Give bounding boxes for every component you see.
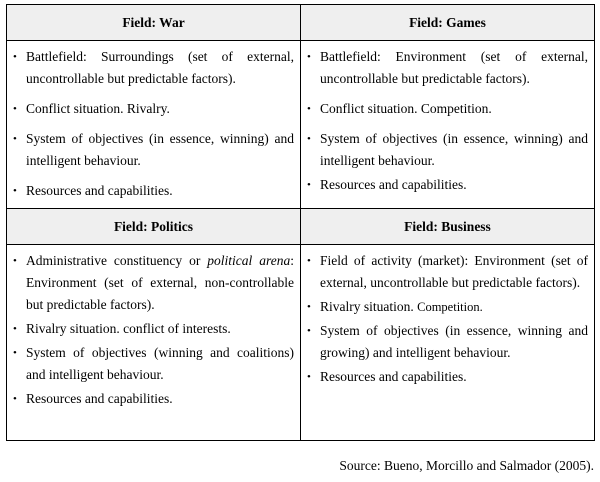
games-header: Field: Games [301, 5, 595, 41]
war-item-1: • Battlefield: Surroundings (set of external, uncontrollable but predictable factors). [13, 46, 294, 90]
business-item-4: • Resources and capabilities. [307, 366, 588, 388]
bullet-icon: • [307, 51, 311, 63]
source-citation: Source: Bueno, Morcillo and Salmador (2005). [339, 458, 594, 473]
politics-item-4: • Resources and capabilities. [13, 388, 294, 410]
games-panel [301, 41, 595, 209]
business-item-1: • Field of activity (market): Environment (set of external, uncontrollable but predictable factors). [307, 250, 588, 294]
political-arena-emphasis: political arena [207, 253, 291, 268]
war-header: Field: War [7, 5, 301, 41]
politics-item-2: • Rivalry situation. conflict of interests. [13, 318, 294, 340]
games-item-2: • Conflict situation. Competition. [307, 98, 588, 120]
war-item-4: • Resources and capabilities. [13, 180, 294, 202]
politics-item-1: • Administrative constituency or political arena: Environment (set of external, non-controllable but predictable factors). [13, 250, 294, 316]
bullet-icon: • [307, 133, 311, 145]
bullet-icon: • [307, 103, 311, 115]
bullet-icon: • [13, 323, 17, 335]
bullet-icon: • [307, 255, 311, 267]
games-item-3: • System of objectives (in essence, winning) and intelligent behaviour. [307, 128, 588, 172]
comparison-table [6, 4, 595, 441]
bullet-icon: • [13, 51, 17, 63]
business-item-2: • Rivalry situation. Competition. [307, 296, 588, 318]
header-row-top [7, 5, 595, 41]
bullet-icon: • [307, 325, 311, 337]
business-header: Field: Business [301, 209, 595, 245]
bullet-icon: • [13, 103, 17, 115]
bullet-icon: • [307, 179, 311, 191]
bullet-icon: • [13, 347, 17, 359]
games-item-1: • Battlefield: Environment (set of external, uncontrollable but predictable factors). [307, 46, 588, 90]
games-item-4: • Resources and capabilities. [307, 174, 588, 196]
war-panel [7, 41, 301, 209]
header-row-bottom [7, 209, 595, 245]
business-item-3: • System of objectives (in essence, winning and growing) and intelligent behaviour. [307, 320, 588, 364]
bullet-icon: • [13, 185, 17, 197]
war-item-2: • Conflict situation. Rivalry. [13, 98, 294, 120]
war-item-3: • System of objectives (in essence, winning) and intelligent behaviour. [13, 128, 294, 172]
bullet-icon: • [13, 133, 17, 145]
politics-header: Field: Politics [7, 209, 301, 245]
politics-item-3: • System of objectives (winning and coalitions) and intelligent behaviour. [13, 342, 294, 386]
body-row-bottom [7, 245, 595, 441]
body-row-top [7, 41, 595, 209]
bullet-icon: • [307, 301, 311, 313]
business-panel [301, 245, 595, 441]
bullet-icon: • [307, 371, 311, 383]
bullet-icon: • [13, 393, 17, 405]
bullet-icon: • [13, 255, 17, 267]
politics-panel [7, 245, 301, 441]
